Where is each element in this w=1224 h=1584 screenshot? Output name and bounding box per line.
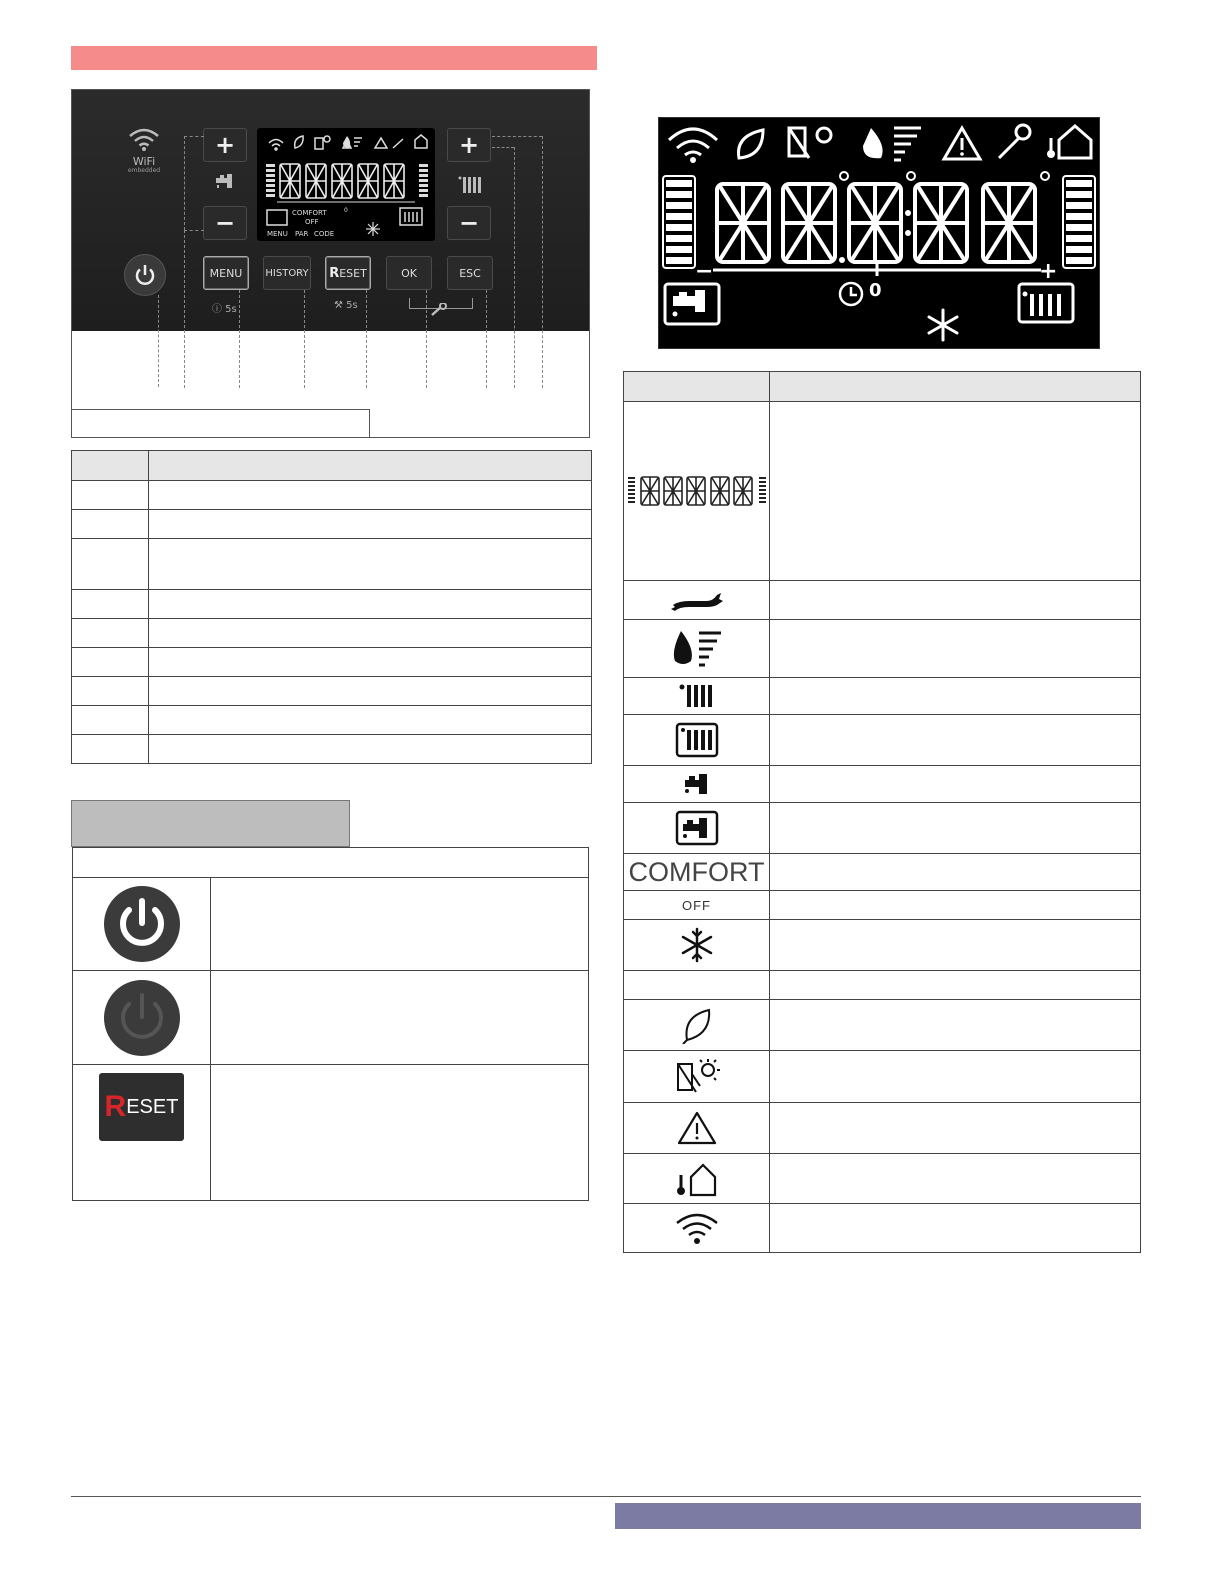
dhw-minus-button[interactable]: −	[203, 206, 247, 240]
lcd-display-overview	[658, 117, 1100, 349]
wifi-label: WiFi	[132, 155, 156, 168]
eco-leaf-icon	[681, 1006, 713, 1044]
leader-line	[492, 147, 514, 148]
wrench-icon	[430, 302, 448, 321]
menu-button[interactable]: MENU	[203, 256, 249, 290]
chimney-sweep-icon: ⚒	[334, 300, 343, 311]
table-row	[72, 481, 592, 510]
wifi-sublabel: embedded	[127, 167, 161, 174]
off-symbol: OFF	[682, 897, 711, 913]
table-row	[73, 878, 589, 971]
mini-lcd-menu: MENU	[267, 230, 288, 238]
mini-lcd-code: CODE	[314, 230, 335, 238]
radiator-box-icon	[675, 722, 719, 758]
table-row	[624, 620, 1141, 678]
table-row	[72, 735, 592, 764]
table-header-cell	[149, 451, 592, 481]
leader-line	[304, 290, 305, 388]
mini-lcd-off: OFF	[305, 218, 319, 226]
outdoor-sensor-icon	[675, 1161, 719, 1197]
snowflake-icon	[679, 927, 715, 963]
table-row	[72, 510, 592, 539]
table-row	[624, 1103, 1141, 1154]
leader-line	[366, 290, 367, 388]
esc-button[interactable]: ESC	[447, 256, 493, 290]
footer-rule	[71, 1496, 1141, 1497]
wrench-icon	[669, 587, 725, 613]
mini-lcd-display	[257, 128, 435, 241]
ok-button[interactable]: OK	[386, 256, 432, 290]
leader-line	[542, 136, 543, 388]
section-heading-box	[71, 800, 350, 847]
flame-modulation-icon	[669, 629, 725, 669]
solar-collector-icon	[674, 1058, 720, 1096]
table-row	[72, 648, 592, 677]
mini-lcd-par: PAR	[295, 230, 309, 238]
table-row	[624, 1154, 1141, 1204]
comfort-symbol: COMFORT	[628, 856, 765, 887]
dhw-plus-button[interactable]: +	[203, 128, 247, 162]
table-row	[624, 766, 1141, 803]
heating-minus-button[interactable]: −	[447, 206, 491, 240]
table-row	[72, 677, 592, 706]
table-row	[624, 678, 1141, 715]
panel-caption-box	[71, 409, 370, 438]
table-row	[72, 706, 592, 735]
leader-line	[158, 295, 159, 387]
menu-hold-caption: ⓘ 5s	[212, 304, 237, 315]
key-legend-table	[71, 450, 592, 764]
power-off-icon	[103, 979, 181, 1057]
power-icon	[133, 263, 157, 287]
leader-line	[184, 230, 204, 231]
digits-display-icon	[626, 473, 768, 509]
dhw-tap-box-icon	[675, 810, 719, 846]
leader-line	[184, 136, 204, 137]
button-state-table	[72, 847, 589, 1201]
table-header-cell	[770, 372, 1141, 402]
table-row	[73, 848, 589, 878]
table-row	[624, 581, 1141, 620]
lcd-symbols-table	[623, 371, 1141, 1253]
leader-line	[514, 147, 515, 388]
leader-line	[486, 290, 487, 388]
history-button[interactable]: HISTORY	[263, 256, 311, 290]
dhw-tap-icon	[681, 772, 713, 796]
table-row	[624, 1051, 1141, 1103]
wifi-icon	[674, 1211, 720, 1245]
table-row	[72, 619, 592, 648]
reset-hold-caption: ⚒ 5s	[334, 300, 358, 311]
reset-button-label: ESET	[339, 266, 367, 280]
table-row	[624, 891, 1141, 920]
radiator-icon	[679, 684, 715, 708]
table-row	[72, 590, 592, 619]
leader-line	[239, 290, 240, 388]
reset-button[interactable]	[325, 256, 371, 290]
table-row	[624, 715, 1141, 766]
table-row	[624, 1000, 1141, 1051]
table-row	[624, 1204, 1141, 1253]
leader-line	[426, 290, 427, 388]
reset-icon: R ESET	[99, 1073, 184, 1141]
mini-lcd-zero: 0	[344, 207, 348, 214]
lcd-plus: +	[1039, 259, 1058, 284]
lcd-zero: 0	[869, 280, 882, 301]
table-header-cell	[624, 372, 770, 402]
footer-bar	[615, 1503, 1141, 1529]
section-header-bar	[71, 46, 597, 70]
power-button[interactable]	[124, 254, 166, 296]
table-row	[624, 402, 1141, 581]
table-header-cell	[72, 451, 149, 481]
heating-plus-button[interactable]: +	[447, 128, 491, 162]
radiator-icon	[458, 176, 484, 198]
reset-button-prefix: R	[329, 265, 340, 281]
table-row	[624, 920, 1141, 971]
table-row	[73, 1065, 589, 1201]
dhw-tap-icon	[214, 172, 238, 196]
leader-line	[184, 230, 185, 388]
wifi-icon	[127, 126, 161, 152]
warning-icon	[677, 1111, 717, 1145]
power-on-icon	[103, 885, 181, 963]
mini-lcd-comfort: COMFORT	[292, 209, 327, 217]
lcd-minus: −	[695, 259, 714, 284]
leader-line	[492, 136, 542, 137]
leader-line	[184, 136, 185, 230]
table-row	[72, 539, 592, 590]
table-row	[624, 803, 1141, 854]
table-row	[624, 971, 1141, 1000]
table-row	[73, 971, 589, 1065]
wifi-embedded-badge	[122, 126, 166, 175]
table-row	[624, 854, 1141, 891]
